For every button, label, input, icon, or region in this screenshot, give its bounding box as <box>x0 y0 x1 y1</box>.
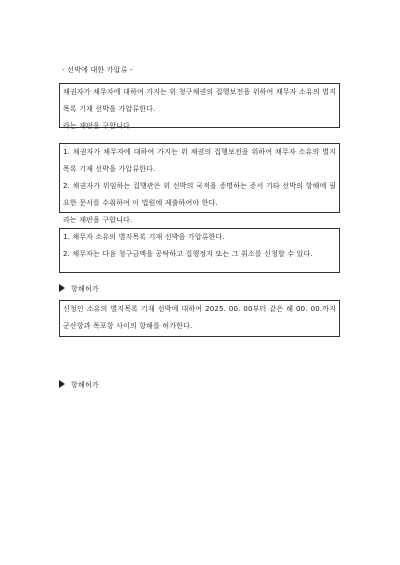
triangle-right-icon <box>59 284 65 292</box>
section-title-text: 항해허가 <box>71 381 99 389</box>
section-title-voyage-permit-1 <box>59 283 99 295</box>
petition-box-2 <box>59 143 340 224</box>
voyage-permit-text: 신청인 소유의 별지목록 기재 선박에 대하여 2025. 00. 00부터 같은 해 00. 00.까지 군산항과 목포항 사이의 항해를 허가한다. <box>63 305 336 330</box>
voyage-permit-box <box>59 300 340 337</box>
decision-item-2: 2. 채무자는 다음 청구금액을 공탁하고 집행정지 또는 그 취소를 신청할 수 있다. <box>63 250 313 258</box>
petition-closing: 라는 재판을 구합니다. <box>63 122 133 130</box>
petition-item-1: 1. 채권자가 채무자에 대하여 가지는 위 채권의 집행보전을 위하여 채무자 소유의 별지목록 기재 선박을 가압류한다. <box>63 148 336 173</box>
page-heading: - 선박에 대한 가압류 - <box>62 66 133 74</box>
petition-text: 채권자가 채무자에 대하여 가지는 위 청구채권의 집행보전을 위하여 채무자 소유의 별지목록 기재 선박을 가압류한다. <box>63 88 336 113</box>
petition-closing: 라는 재판을 구합니다. <box>63 216 133 224</box>
decision-box <box>59 228 340 273</box>
petition-item-2: 2. 채권자가 위임하는 집행관은 위 선박의 국적을 증명하는 증서 기타 선박의 항해에 필요한 문서를 수취하여 이 법원에 제출하여야 한다. <box>63 182 336 207</box>
section-title-voyage-permit-2 <box>59 379 99 391</box>
section-title-text: 항해허가 <box>71 285 99 293</box>
triangle-right-icon <box>59 380 65 388</box>
petition-box-1 <box>59 83 340 128</box>
decision-item-1: 1. 채무자 소유의 별지목록 기재 선박을 가압류한다. <box>63 233 225 241</box>
